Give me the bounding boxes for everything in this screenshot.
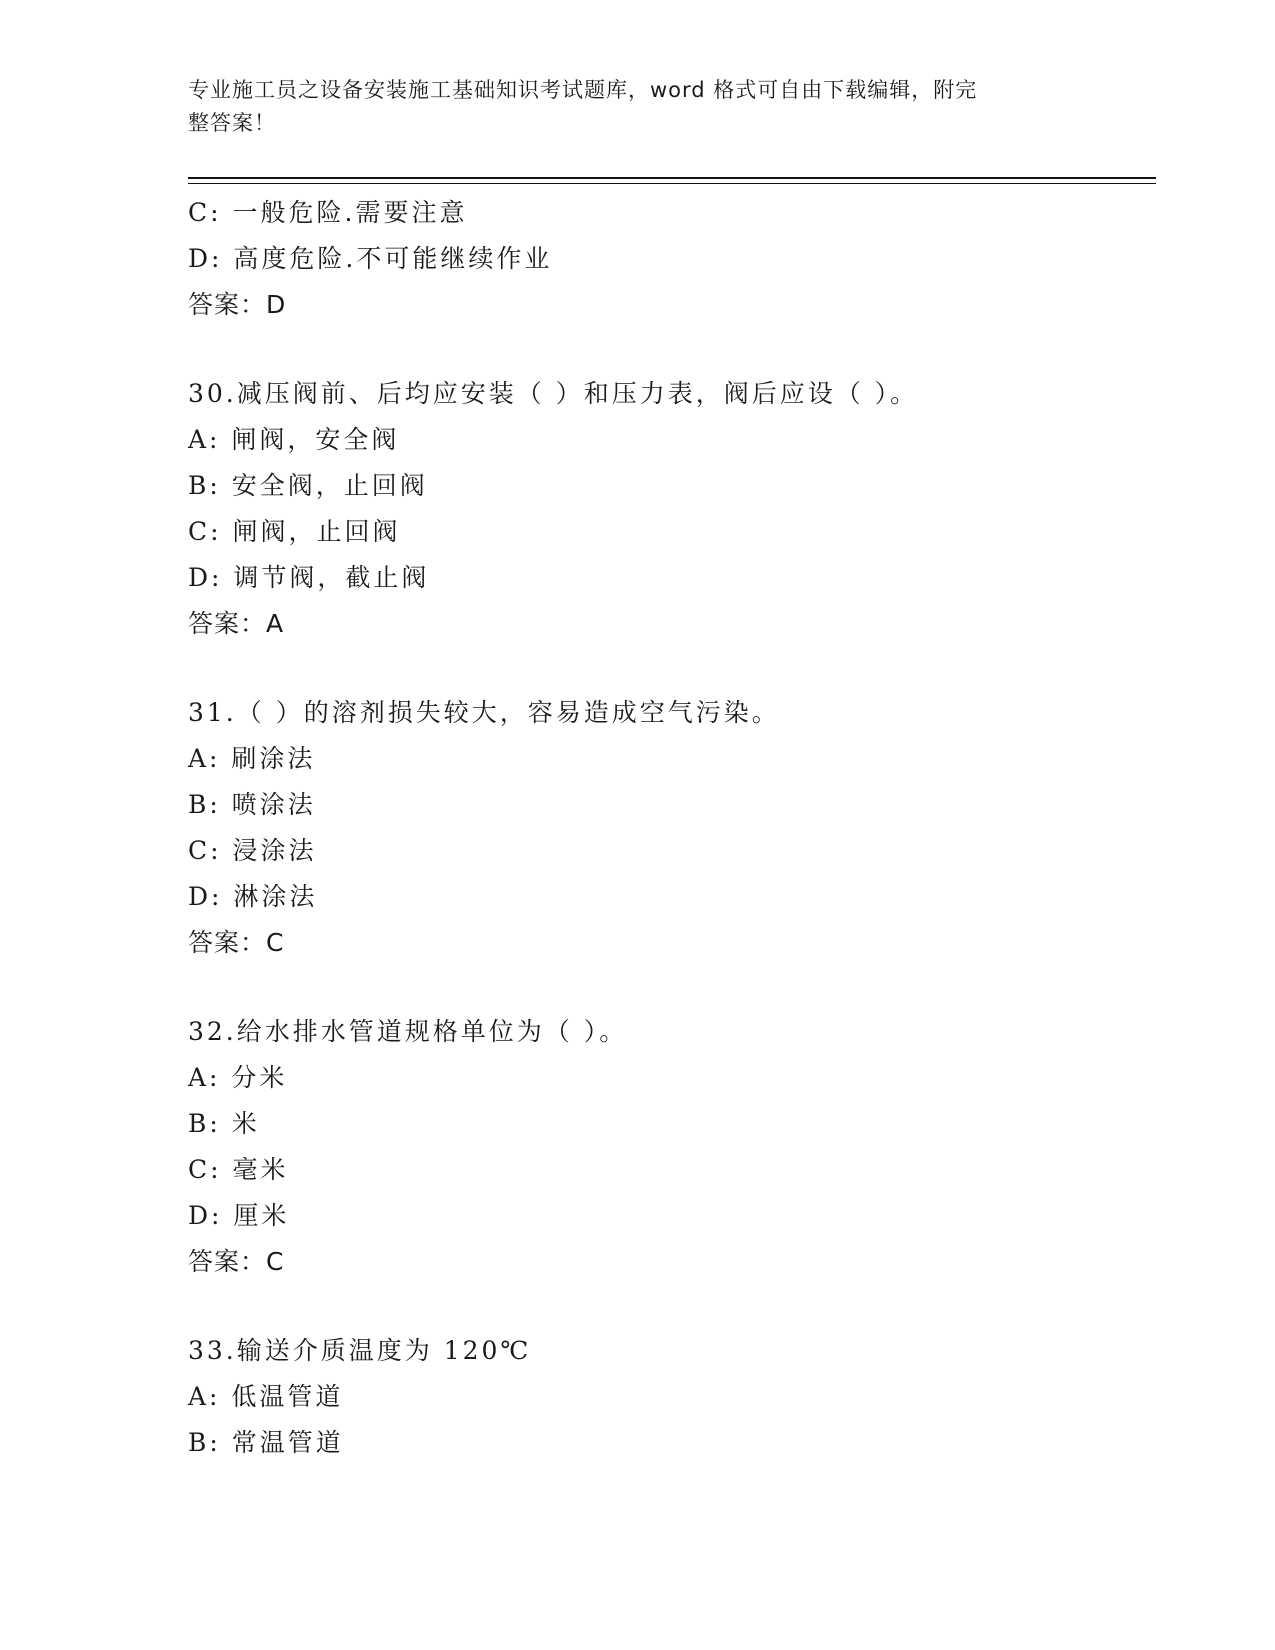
answer: 答案：C — [188, 928, 285, 957]
spacer — [188, 328, 1156, 371]
question-text: 33.输送介质温度为 120℃ — [188, 1336, 532, 1365]
option-c: C: 浸涂法 — [188, 836, 317, 865]
option-c: C: 毫米 — [188, 1155, 289, 1184]
option-d: D: 厘米 — [188, 1201, 290, 1230]
answer: 答案：A — [188, 609, 285, 638]
question-block-30 — [188, 371, 1156, 647]
spacer — [188, 1285, 1156, 1328]
header-line-2: 整答案！ — [188, 111, 276, 135]
option-a: A: 低温管道 — [188, 1382, 344, 1411]
answer: 答案：D — [188, 290, 287, 319]
header-line-1: 专业施工员之设备安装施工基础知识考试题库，word 格式可自由下载编辑，附完 — [188, 78, 978, 102]
question-block-31 — [188, 690, 1156, 966]
exam-content — [188, 190, 1156, 1466]
spacer — [188, 647, 1156, 690]
answer: 答案：C — [188, 1247, 285, 1276]
option-c: C: 一般危险.需要注意 — [188, 198, 468, 227]
option-c: C: 闸阀，止回阀 — [188, 517, 401, 546]
question-text: 32.给水排水管道规格单位为（ ）。 — [188, 1017, 628, 1046]
option-d: D: 淋涂法 — [188, 882, 318, 911]
option-b: B: 米 — [188, 1109, 260, 1138]
question-block-33 — [188, 1328, 1156, 1466]
document-header — [188, 74, 1078, 140]
option-a: A: 刷涂法 — [188, 744, 316, 773]
question-block-29 — [188, 190, 1156, 328]
option-d: D: 高度危险.不可能继续作业 — [188, 244, 553, 273]
option-a: A: 闸阀，安全阀 — [188, 425, 400, 454]
option-b: B: 喷涂法 — [188, 790, 316, 819]
question-block-32 — [188, 1009, 1156, 1285]
option-a: A: 分米 — [188, 1063, 288, 1092]
header-divider-thick — [188, 177, 1156, 179]
spacer — [188, 966, 1156, 1009]
option-b: B: 安全阀，止回阀 — [188, 471, 428, 500]
question-text: 30.减压阀前、后均应安装（ ）和压力表，阀后应设（ ）。 — [188, 379, 919, 408]
option-b: B: 常温管道 — [188, 1428, 344, 1457]
question-text: 31.（ ）的溶剂损失较大，容易造成空气污染。 — [188, 698, 780, 727]
option-d: D: 调节阀，截止阀 — [188, 563, 430, 592]
header-divider-thin — [188, 183, 1156, 184]
